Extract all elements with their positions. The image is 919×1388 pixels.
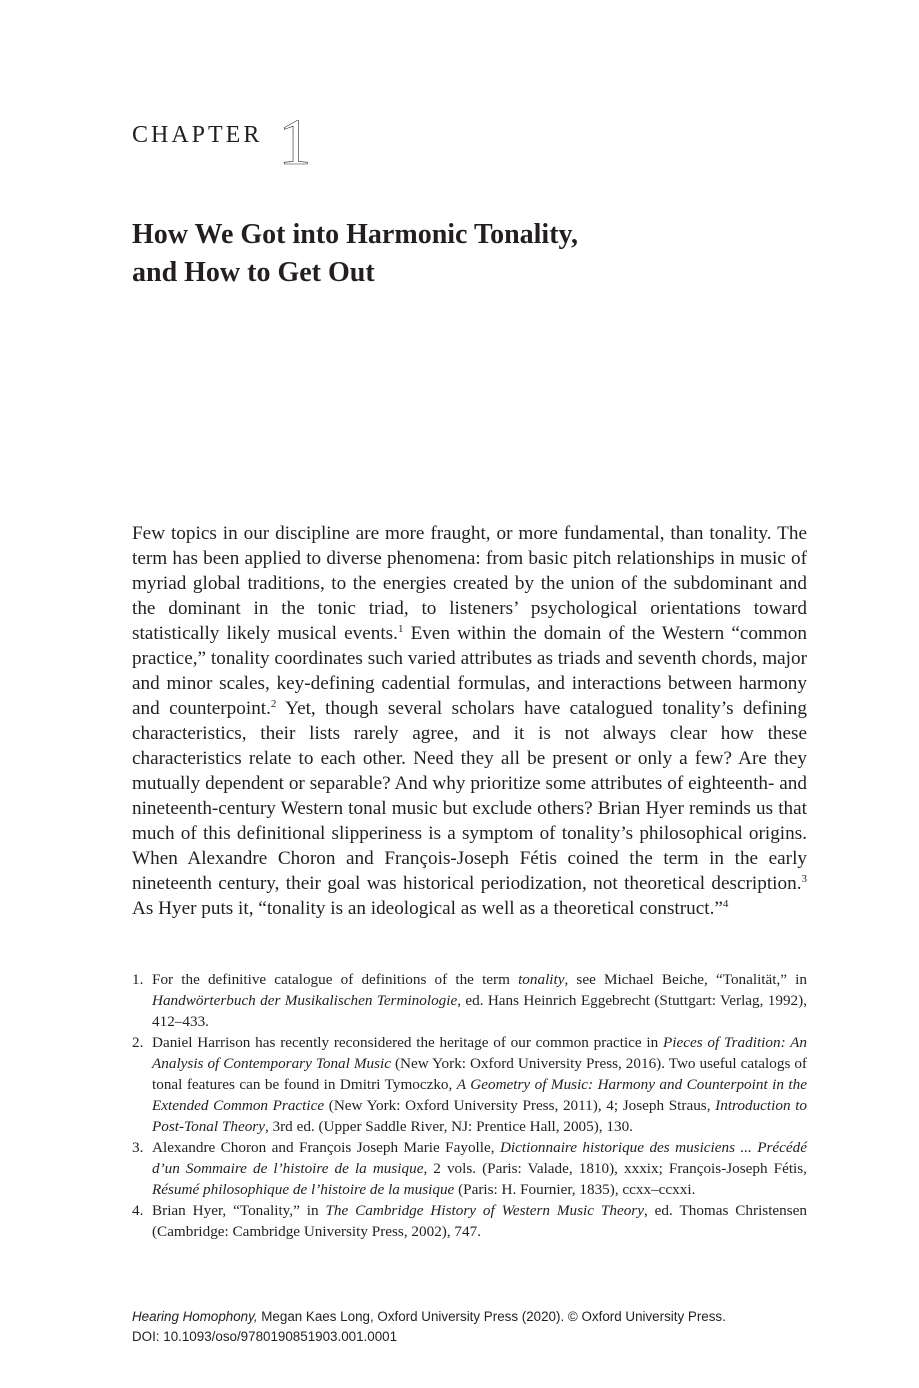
footnote-3 [132,1137,807,1200]
footnote-ref-1: 1 [397,623,404,635]
chapter-label: CHAPTER [132,122,263,148]
footnote-ref-2: 2 [270,698,277,710]
body-text-part-3: Yet, though several scholars have catalogued tonality’s defining characteristics, their lists rarely agree, and it is not always clear how these characteristics relate to each other. Need they all be present or only a few? Are they mutually dependent or separable? And why prioritize some attributes of eighteenth- and nineteenth-century Western tonal music but exclude others? Brian Hyer reminds us that much of this definitional slipperiness is a symptom of tonality’s philosophical origins. When Alexandre Choron and François-Joseph Fétis coined the term in the early nineteenth century, their goal was historical periodization, not theoretical description. [132,698,807,894]
footnote-3-text-e: (Paris: H. Fournier, 1835), ccxx–ccxxi. [454,1181,696,1198]
footnote-4-text-a: Brian Hyer, “Tonality,” in [152,1202,326,1219]
footnote-1-text-e: , ed. Hans Heinrich Eggebrecht (Stuttgart: Verlag, 1992), 412–433. [152,992,807,1030]
chapter-heading [132,106,312,179]
footnote-text [152,1137,807,1200]
footnote-number: 1. [132,971,144,988]
footnote-1-text-a: For the definitive catalogue of definitions of the term [152,971,519,988]
footnote-2-italic-title-2: A Geometry of Music: Harmony and Counterpoint in the Extended Common Practice [152,1076,807,1114]
footnote-1-italic-title: Handwörterbuch der Musikalischen Terminologie [152,992,458,1009]
footnotes-list [132,969,807,1242]
chapter-number: 1 [278,106,312,179]
footnote-1-italic-term: tonality [518,971,565,988]
source-credit [132,1307,726,1347]
footnote-2-text-a: Daniel Harrison has recently reconsidered the heritage of our common practice in [152,1034,664,1051]
footnote-4-italic-title: The Cambridge History of Western Music Theory [325,1202,644,1219]
footnote-3-text-a: Alexandre Choron and François Joseph Marie Fayolle, [152,1139,500,1156]
footnote-4 [132,1200,807,1242]
footnote-4-text-c: , ed. Thomas Christensen (Cambridge: Cambridge University Press, 2002), 747. [152,1202,808,1240]
citation-text: Megan Kaes Long, Oxford University Press (2020). © Oxford University Press. [257,1309,726,1324]
body-text-part-2: Even within the domain of the Western “common practice,” tonality coordinates such varied attributes as triads and seventh chords, major and minor scales, key-defining cadential formulas, and interactions between harmony and counterpoint. [132,623,807,719]
footnote-2-text-e: (New York: Oxford University Press, 2011), 4; Joseph Straus, [324,1097,716,1114]
footnote-3-text-c: , 2 vols. (Paris: Valade, 1810), xxxix; François-Joseph Fétis, [423,1160,807,1177]
footnote-2-italic-title-3: Introduction to Post-Tonal Theory [152,1097,808,1135]
book-title: Hearing Homophony, [132,1309,258,1324]
doi-line: DOI: 10.1093/oso/9780190851903.001.0001 [132,1329,398,1344]
chapter-title [132,216,732,292]
footnote-number: 3. [132,1139,144,1156]
footnote-2-text-c: (New York: Oxford University Press, 2016). Two useful catalogs of tonal features can be found in Dmitri Tymoczko, [152,1055,807,1093]
footnote-2 [132,1032,807,1137]
footnote-1 [132,969,807,1032]
footnote-2-italic-title-1: Pieces of Tradition: An Analysis of Contemporary Tonal Music [152,1034,808,1072]
footnote-ref-4: 4 [722,898,729,910]
chapter-title-line-2: and How to Get Out [132,257,375,288]
body-paragraph [132,521,807,921]
footnote-number: 4. [132,1202,144,1219]
footnote-text [152,1200,807,1242]
citation-line [132,1307,726,1327]
footnote-3-italic-title-1: Dictionnaire historique des musiciens ... Précédé d’un Sommaire de l’histoire de la musique [152,1139,807,1177]
footnote-text [152,1032,807,1137]
footnote-3-italic-title-2: Résumé philosophique de l’histoire de la musique [152,1181,455,1198]
footnote-2-text-g: , 3rd ed. (Upper Saddle River, NJ: Prentice Hall, 2005), 130. [264,1118,633,1135]
chapter-title-line-1: How We Got into Harmonic Tonality, [132,219,578,250]
footnote-text [152,969,807,1032]
footnote-1-text-c: , see Michael Beiche, “Tonalität,” in [564,971,807,988]
body-text-part-1: Few topics in our discipline are more fraught, or more fundamental, than tonality. The term has been applied to diverse phenomena: from basic pitch relationships in music of myriad global traditions, to the energies created by the union of the subdominant and the dominant in the tonic triad, to listeners’ psychological orientations toward statistically likely musical events. [132,523,807,644]
footnote-ref-3: 3 [801,873,807,885]
footnote-number: 2. [132,1034,144,1051]
body-text-part-4: As Hyer puts it, “tonality is an ideological as well as a theoretical construct.” [132,898,723,919]
